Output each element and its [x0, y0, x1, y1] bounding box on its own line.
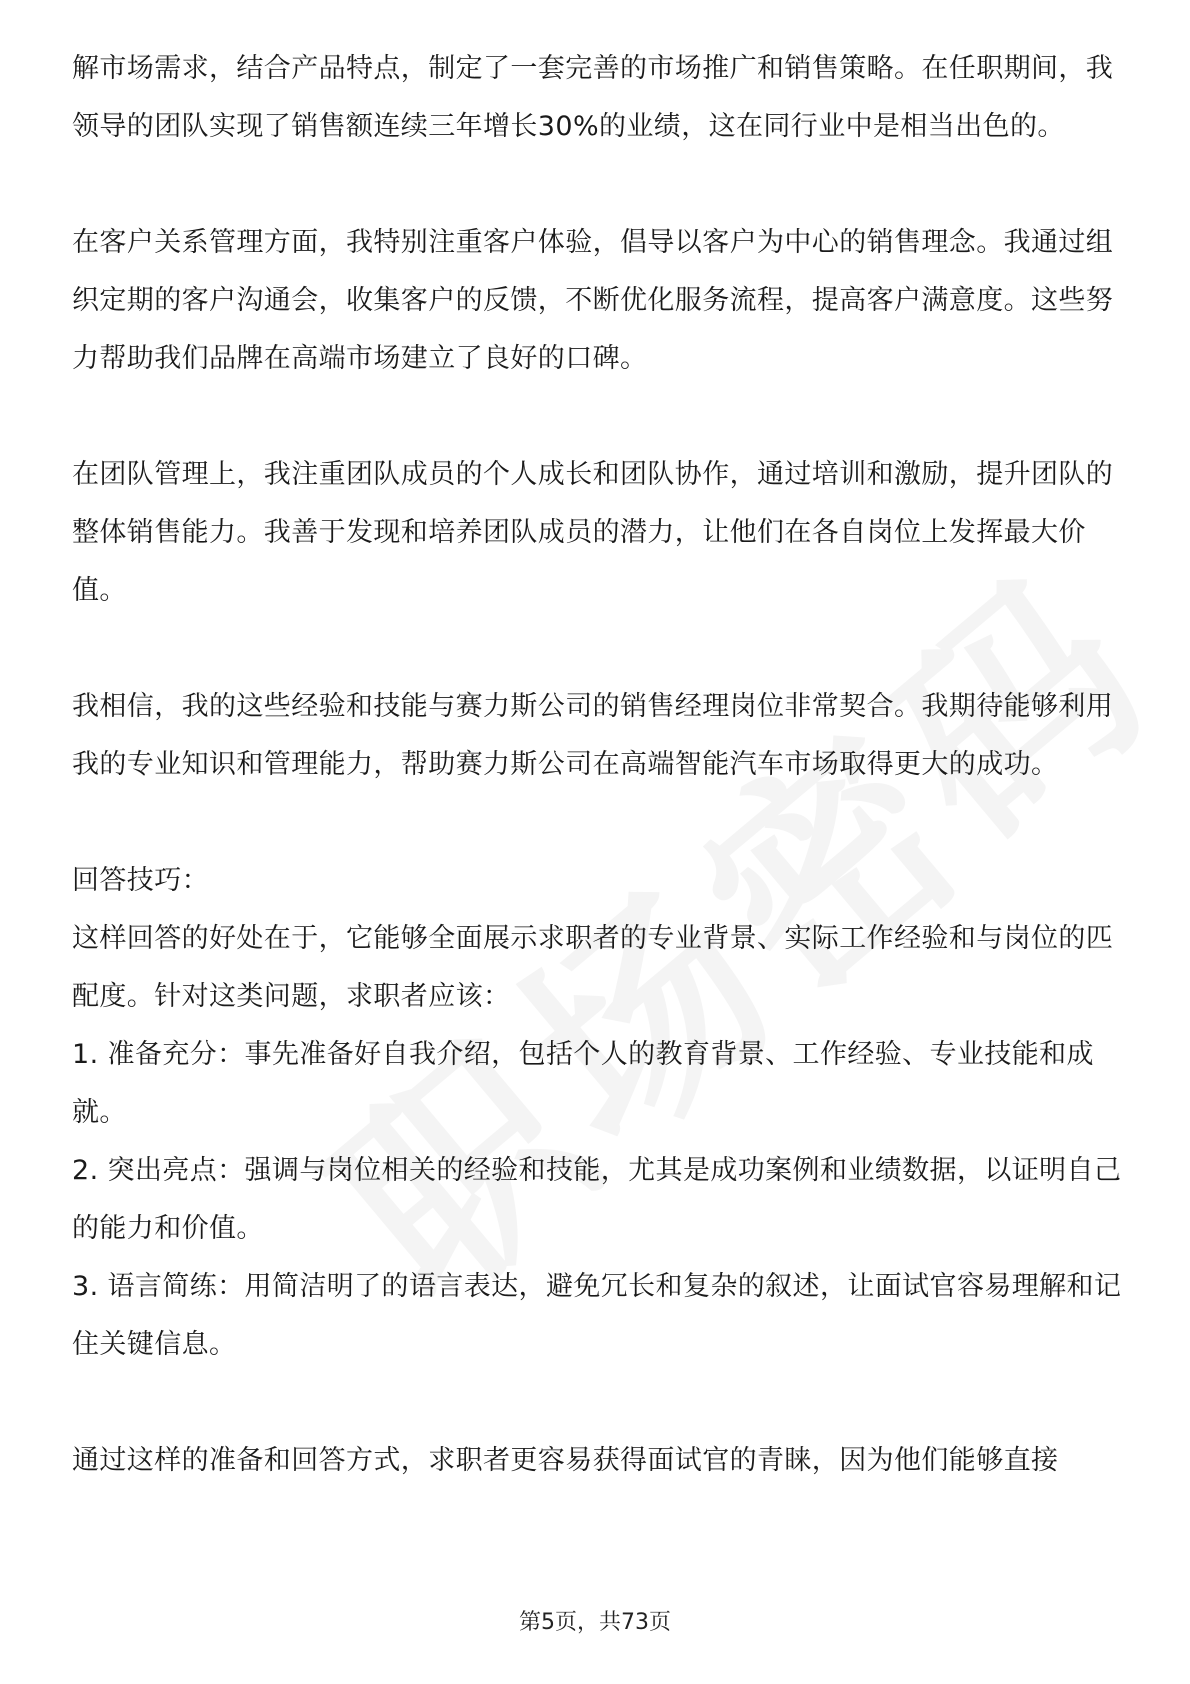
tips-intro: 这样回答的好处在于，它能够全面展示求职者的专业背景、实际工作经验和与岗位的匹配度。针对这类问题，求职者应该： — [72, 923, 1114, 1012]
tips-item-3: 3. 语言简练：用简洁明了的语言表达，避免冗长和复杂的叙述，让面试官容易理解和记住关键信息。 — [72, 1271, 1122, 1360]
tips-item-1: 1. 准备充分：事先准备好自我介绍，包括个人的教育背景、工作经验、专业技能和成就。 — [72, 1039, 1094, 1128]
paragraph-4: 我相信，我的这些经验和技能与赛力斯公司的销售经理岗位非常契合。我期待能够利用我的专业知识和管理能力，帮助赛力斯公司在高端智能汽车市场取得更大的成功。 — [72, 691, 1114, 780]
paragraph-1: 解市场需求，结合产品特点，制定了一套完善的市场推广和销售策略。在任职期间，我领导的团队实现了销售额连续三年增长30%的业绩，这在同行业中是相当出色的。 — [72, 53, 1114, 142]
paragraph-2: 在客户关系管理方面，我特别注重客户体验，倡导以客户为中心的销售理念。我通过组织定期的客户沟通会，收集客户的反馈，不断优化服务流程，提高客户满意度。这些努力帮助我们品牌在高端市场建立了良好的口碑。 — [72, 227, 1114, 374]
document-body — [72, 40, 1122, 1490]
tips-item-2: 2. 突出亮点：强调与岗位相关的经验和技能，尤其是成功案例和业绩数据，以证明自己的能力和价值。 — [72, 1155, 1122, 1244]
page-footer: 第5页，共73页 — [519, 1610, 671, 1635]
closing-paragraph: 通过这样的准备和回答方式，求职者更容易获得面试官的青睐，因为他们能够直接 — [72, 1445, 1059, 1476]
tips-heading: 回答技巧： — [72, 865, 209, 896]
paragraph-3: 在团队管理上，我注重团队成员的个人成长和团队协作，通过培训和激励，提升团队的整体销售能力。我善于发现和培养团队成员的潜力，让他们在各自岗位上发挥最大价值。 — [72, 459, 1114, 606]
